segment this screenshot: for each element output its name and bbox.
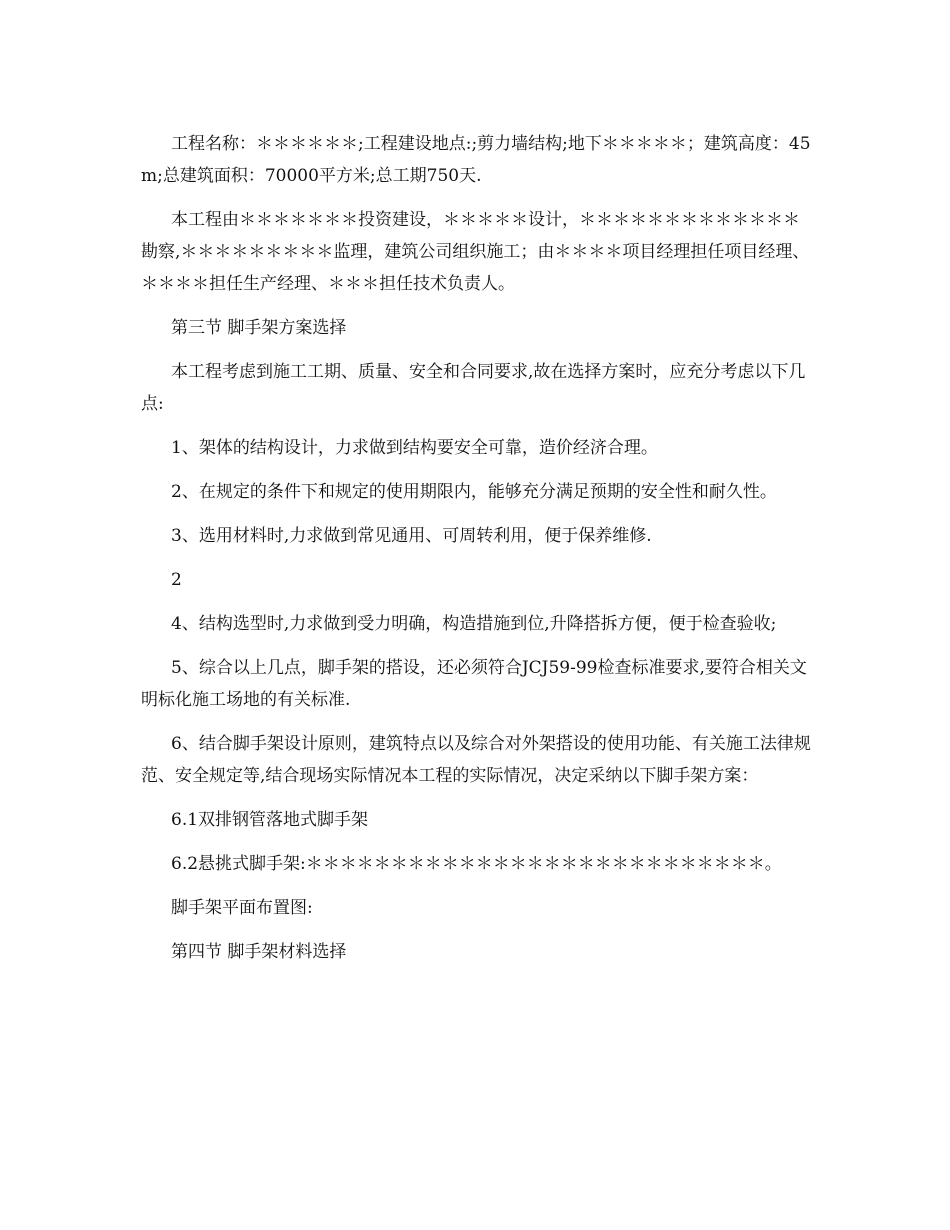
- list-item-6-2: 6.2悬挑式脚手架:＊＊＊＊＊＊＊＊＊＊＊＊＊＊＊＊＊＊＊＊＊＊＊＊＊＊＊。: [171, 854, 782, 874]
- list-item-2: 2、在规定的条件下和规定的使用期限内，能够充分满足预期的安全性和耐久性。: [171, 482, 777, 502]
- considerations-intro: 本工程考虑到施工工期、质量、安全和合同要求,故在选择方案时，应充分考虑以下几点:: [141, 362, 806, 414]
- page-number: 2: [171, 570, 182, 590]
- section-heading-3: 第三节 脚手架方案选择: [171, 318, 347, 338]
- list-item-6: 6、结合脚手架设计原则，建筑特点以及综合对外架搭设的使用功能、有关施工法律规范、安全规定等,结合现场实际情况本工程的实际情况，决定采纳以下脚手架方案：: [141, 734, 811, 786]
- list-item-1: 1、架体的结构设计，力求做到结构要安全可靠，造价经济合理。: [171, 438, 658, 458]
- document-body: [141, 128, 813, 980]
- layout-plan-label: 脚手架平面布置图:: [171, 898, 313, 918]
- project-info-paragraph: 工程名称：＊＊＊＊＊＊;工程建设地点:;剪力墙结构;地下＊＊＊＊＊；建筑高度：45m;总建筑面积：70000平方米;总工期750天.: [141, 134, 811, 186]
- list-item-4: 4、结构选型时,力求做到受力明确，构造措施到位,升降搭拆方便，便于检查验收;: [171, 614, 777, 634]
- list-item-5: 5、综合以上几点，脚手架的搭设，还必须符合JCJ59-99检查标准要求,要符合相关文明标化施工场地的有关标准.: [141, 658, 807, 710]
- list-item-6-1: 6.1双排钢管落地式脚手架: [171, 810, 369, 830]
- section-heading-4: 第四节 脚手架材料选择: [171, 942, 347, 962]
- organization-paragraph: 本工程由＊＊＊＊＊＊＊投资建设，＊＊＊＊＊设计，＊＊＊＊＊＊＊＊＊＊＊＊＊勘察,＊＊＊＊＊＊＊＊＊监理，建筑公司组织施工；由＊＊＊＊项目经理担任项目经理、＊＊＊＊担任生产经理、＊＊＊担任技术负责人。: [141, 210, 810, 294]
- list-item-3: 3、选用材料时,力求做到常见通用、可周转利用，便于保养维修.: [171, 526, 652, 546]
